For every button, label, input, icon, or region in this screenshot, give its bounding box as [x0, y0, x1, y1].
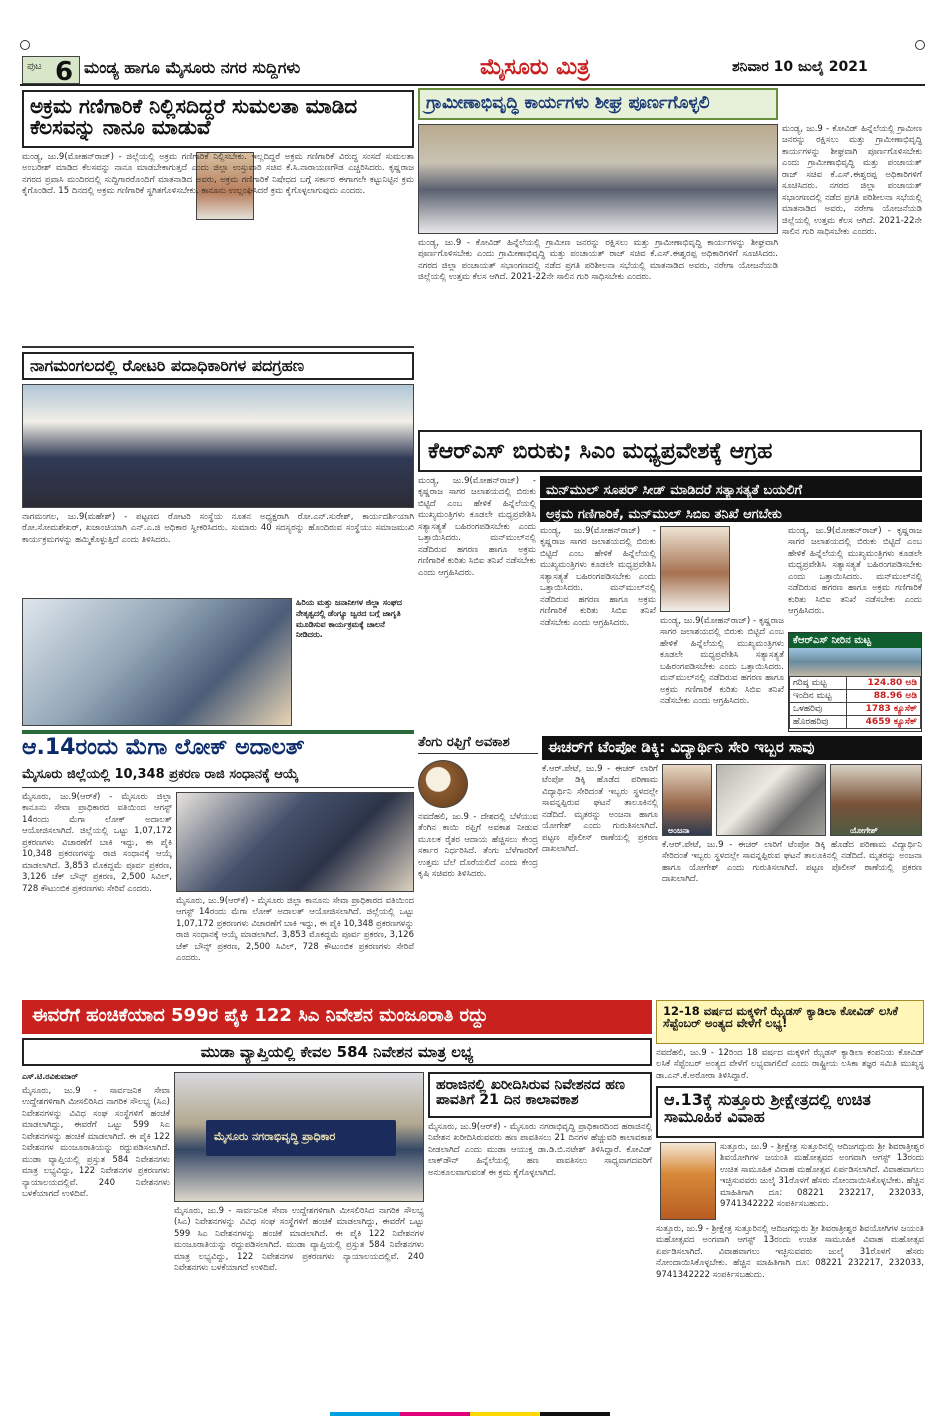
story-body: ಮೈಸೂರು, ಜು.9(ಆರ್‌ಕೆ) - ಮೈಸೂರು ಜಿಲ್ಲಾ ಕಾನೂನು ಸೇವಾ ಪ್ರಾಧಿಕಾರದ ವತಿಯಿಂದ ಆಗಸ್ಟ್ 14ರಂದು ಮೆಗಾ ಲೋಕ್ ಅದಾಲತ್ ಆಯೋಜಿಸಲಾಗಿದೆ. ಜಿಲ್ಲೆಯಲ್ಲಿ ಒಟ್ಟು 1,07,172 ಪ್ರಕರಣಗಳು ವಿಚಾರಣೆಗೆ ಬಾಕಿ ಇದ್ದು, ಈ ಪೈಕಿ 10,348 ಪ್ರಕರಣಗಳನ್ನು ರಾಜಿ ಸಂಧಾನಕ್ಕೆ ಆಯ್ಕೆ ಮಾಡಲಾಗಿದೆ. 3,853 ಮೊಕದ್ದಮೆ ಪೂರ್ವ ಪ್ರಕರಣ, 3,126 ಚೆಕ್ ಬೌನ್ಸ್ ಪ್ರಕರಣ, 2,500 ಸಿವಿಲ್, 728 ಕೌಟುಂಬಿಕ ಪ್ರಕರಣಗಳು ಸೇರಿವೆ ಎಂದರು.: [22, 792, 172, 894]
bullet-text: ಮನ್‌ಮುಲ್ ಸೂಪರ್ ಸೀಡ್ ಮಾಡಿದರೆ ಸತ್ಯಾಸತ್ಯತೆ ಬಯಲಿಗೆ: [546, 483, 802, 498]
story-body: ನಾಗಮಂಗಲ, ಜು.9(ಮಹೇಶ್) - ಪಟ್ಟಣದ ರೋಟರಿ ಸಂಸ್ಥೆಯ ನೂತನ ಅಧ್ಯಕ್ಷರಾಗಿ ರೋ.ಎನ್.ಸುರೇಶ್, ಕಾರ್ಯದರ್ಶಿಯಾಗಿ ರೋ.ಸೋಮಶೇಖರ್, ಖಜಾಂಚಿಯಾಗಿ ಎನ್.ಎ.ಜಿ ಅಧಿಕಾರ ಸ್ವೀಕರಿಸಿದರು. ಸುಮಾರು 40 ಸದಸ್ಯರನ್ನು ಹೊಂದಿರುವ ಸಂಸ್ಥೆಯು ಸಮಾಜಮುಖಿ ಕಾರ್ಯಕ್ರಮಗಳನ್ನು ಹಮ್ಮಿಕೊಳ್ಳುತ್ತಿದೆ ಎಂದು ತಿಳಿಸಿದರು.: [22, 512, 414, 545]
registration-mark: [20, 40, 30, 50]
story-body-continued: ಸುತ್ತೂರು, ಜು.9 - ಶ್ರೀಕ್ಷೇತ್ರ ಸುತ್ತೂರಿನಲ್ಲಿ ಆದಿಜಗದ್ಗುರು ಶ್ರೀ ಶಿವರಾತ್ರೀಶ್ವರ ಶಿವಯೋಗಿಗಳ ಜಯಂತಿ ಮಹೋತ್ಸವದ ಅಂಗವಾಗಿ ಆಗಸ್ಟ್ 13ರಂದು ಉಚಿತ ಸಾಮೂಹಿಕ ವಿವಾಹ ಮಹೋತ್ಸವ ಏರ್ಪಡಿಸಲಾಗಿದೆ. ವಿವಾಹವಾಗಲು ಇಚ್ಛಿಸುವವರು ಜುಲೈ 31ರೊಳಗೆ ಹೆಸರು ನೋಂದಾಯಿಸಿಕೊಳ್ಳಬೇಕು. ಹೆಚ್ಚಿನ ಮಾಹಿತಿಗಾಗಿ ದೂ: 08221 232217, 232033, 9741342222 ಸಂಪರ್ಕಿಸಬಹುದು.: [656, 1224, 924, 1280]
photo-caption: ಅಂಜನಾ: [668, 826, 690, 835]
story-body-continued: ಮೈಸೂರು, ಜು.9 - ಸಾರ್ವಜನಿಕ ಸೇವಾ ಉದ್ದೇಶಗಳಿಗಾಗಿ ಮೀಸಲಿರಿಸಿದ ನಾಗರಿಕ ಸೌಲಭ್ಯ (ಸಿಎ) ನಿವೇಶನಗಳನ್ನು ವಿವಿಧ ಸಂಘ ಸಂಸ್ಥೆಗಳಿಗೆ ಹಂಚಿಕೆ ಮಾಡಲಾಗಿದ್ದು, ಈವರೆಗೆ ಒಟ್ಟು 599 ಸಿಎ ನಿವೇಶನಗಳನ್ನು ಹಂಚಿಕೆ ಮಾಡಲಾಗಿದೆ. ಈ ಪೈಕಿ 122 ನಿವೇಶನಗಳ ಮಂಜೂರಾತಿಯನ್ನು ರದ್ದುಪಡಿಸಲಾಗಿದೆ. ಮುಡಾ ವ್ಯಾಪ್ತಿಯಲ್ಲಿ ಪ್ರಸ್ತುತ 584 ನಿವೇಶನಗಳು ಮಾತ್ರ ಲಭ್ಯವಿದ್ದು, 122 ನಿವೇಶನಗಳ ಪ್ರಕರಣಗಳು ನ್ಯಾಯಾಲಯದಲ್ಲಿವೆ. 240 ನಿವೇಶನಗಳು ಬಳಕೆಯಾಗದೆ ಉಳಿದಿವೆ.: [174, 1206, 424, 1274]
story-body: ಸುತ್ತೂರು, ಜು.9 - ಶ್ರೀಕ್ಷೇತ್ರ ಸುತ್ತೂರಿನಲ್ಲಿ ಆದಿಜಗದ್ಗುರು ಶ್ರೀ ಶಿವರಾತ್ರೀಶ್ವರ ಶಿವಯೋಗಿಗಳ ಜಯಂತಿ ಮಹೋತ್ಸವದ ಅಂಗವಾಗಿ ಆಗಸ್ಟ್ 13ರಂದು ಉಚಿತ ಸಾಮೂಹಿಕ ವಿವಾಹ ಮಹೋತ್ಸವ ಏರ್ಪಡಿಸಲಾಗಿದೆ. ವಿವಾಹವಾಗಲು ಇಚ್ಛಿಸುವವರು ಜುಲೈ 31ರೊಳಗೆ ಹೆಸರು ನೋಂದಾಯಿಸಿಕೊಳ್ಳಬೇಕು. ಹೆಚ್ಚಿನ ಮಾಹಿತಿಗಾಗಿ ದೂ: 08221 232217, 232033, 9741342222 ಸಂಪರ್ಕಿಸಬಹುದು.: [720, 1142, 924, 1210]
table-row: [790, 677, 921, 690]
dateline: ಶನಿವಾರ 10 ಜುಲೈ 2021: [732, 59, 868, 75]
story-body-continued: ಮಂಡ್ಯ, ಜು.9 - ಕೋವಿಡ್ ಹಿನ್ನೆಲೆಯಲ್ಲಿ ಗ್ರಾಮೀಣ ಜನರನ್ನು ರಕ್ಷಿಸಲು ಮತ್ತು ಗ್ರಾಮೀಣಾಭಿವೃದ್ಧಿ ಕಾರ್ಯಗಳನ್ನು ಶೀಘ್ರವಾಗಿ ಪೂರ್ಣಗೊಳಿಸಬೇಕು ಎಂದು ಗ್ರಾಮೀಣಾಭಿವೃದ್ಧಿ ಮತ್ತು ಪಂಚಾಯತ್ ರಾಜ್ ಸಚಿವ ಕೆ.ಎಸ್.ಈಶ್ವರಪ್ಪ ಅಧಿಕಾರಿಗಳಿಗೆ ಸೂಚಿಸಿದರು. ನಗರದ ಜಿಲ್ಲಾ ಪಂಚಾಯತ್ ಸಭಾಂಗಣದಲ್ಲಿ ನಡೆದ ಪ್ರಗತಿ ಪರಿಶೀಲನಾ ಸಭೆಯಲ್ಲಿ ಮಾತನಾಡಿದ ಅವರು, ನರೇಗಾ ಯೋಜನೆಯಡಿ ಜಿಲ್ಲೆಯಲ್ಲಿ ಉತ್ತಮ ಕೆಲಸ ಆಗಿದೆ. 2021-22ನೇ ಸಾಲಿನ ಗುರಿ ಸಾಧಿಸಬೇಕು ಎಂದರು.: [782, 124, 922, 238]
level-box-title: ಕೆಆರ್‌ಎಸ್ ನೀರಿನ ಮಟ್ಟ: [789, 633, 921, 648]
story-body-continued: ಮೈಸೂರು, ಜು.9(ಆರ್‌ಕೆ) - ಮೈಸೂರು ಜಿಲ್ಲಾ ಕಾನೂನು ಸೇವಾ ಪ್ರಾಧಿಕಾರದ ವತಿಯಿಂದ ಆಗಸ್ಟ್ 14ರಂದು ಮೆಗಾ ಲೋಕ್ ಅದಾಲತ್ ಆಯೋಜಿಸಲಾಗಿದೆ. ಜಿಲ್ಲೆಯಲ್ಲಿ ಒಟ್ಟು 1,07,172 ಪ್ರಕರಣಗಳು ವಿಚಾರಣೆಗೆ ಬಾಕಿ ಇದ್ದು, ಈ ಪೈಕಿ 10,348 ಪ್ರಕರಣಗಳನ್ನು ರಾಜಿ ಸಂಧಾನಕ್ಕೆ ಆಯ್ಕೆ ಮಾಡಲಾಗಿದೆ. 3,853 ಮೊಕದ್ದಮೆ ಪೂರ್ವ ಪ್ರಕರಣ, 3,126 ಚೆಕ್ ಬೌನ್ಸ್ ಪ್ರಕರಣ, 2,500 ಸಿವಿಲ್, 728 ಕೌಟುಂಬಿಕ ಪ್ರಕರಣಗಳು ಸೇರಿವೆ ಎಂದರು.: [176, 896, 414, 964]
story-subhead: ಮೈಸೂರು ಜಿಲ್ಲೆಯಲ್ಲಿ 10,348 ಪ್ರಕರಣ ರಾಜಿ ಸಂಧಾನಕ್ಕೆ ಆಯ್ಕೆ: [22, 768, 414, 788]
accident-photo: [716, 764, 826, 836]
row-value: 88.96 ಅಡಿ: [847, 690, 921, 703]
row-label: ಇಂದಿನ ಮಟ್ಟ: [790, 690, 847, 703]
press-meet-photo: [176, 792, 414, 892]
coconut-photo: [418, 760, 468, 808]
story-body: ಮೈಸೂರು, ಜು.9 - ಸಾರ್ವಜನಿಕ ಸೇವಾ ಉದ್ದೇಶಗಳಿಗಾಗಿ ಮೀಸಲಿರಿಸಿದ ನಾಗರಿಕ ಸೌಲಭ್ಯ (ಸಿಎ) ನಿವೇಶನಗಳನ್ನು ವಿವಿಧ ಸಂಘ ಸಂಸ್ಥೆಗಳಿಗೆ ಹಂಚಿಕೆ ಮಾಡಲಾಗಿದ್ದು, ಈವರೆಗೆ ಒಟ್ಟು 599 ಸಿಎ ನಿವೇಶನಗಳನ್ನು ಹಂಚಿಕೆ ಮಾಡಲಾಗಿದೆ. ಈ ಪೈಕಿ 122 ನಿವೇಶನಗಳ ಮಂಜೂರಾತಿಯನ್ನು ರದ್ದುಪಡಿಸಲಾಗಿದೆ. ಮುಡಾ ವ್ಯಾಪ್ತಿಯಲ್ಲಿ ಪ್ರಸ್ತುತ 584 ನಿವೇಶನಗಳು ಮಾತ್ರ ಲಭ್ಯವಿದ್ದು, 122 ನಿವೇಶನಗಳ ಪ್ರಕರಣಗಳು ನ್ಯಾಯಾಲಯದಲ್ಲಿವೆ. 240 ನಿವೇಶನಗಳು ಬಳಕೆಯಾಗದೆ ಉಳಿದಿವೆ.: [22, 1086, 170, 1200]
story-body-continued: ಕೆ.ಆರ್.ಪೇಟೆ, ಜು.9 - ಈಚರ್ ಲಾರಿಗೆ ಟೆಂಪೋ ಡಿಕ್ಕಿ ಹೊಡೆದ ಪರಿಣಾಮ ವಿದ್ಯಾರ್ಥಿನಿ ಸೇರಿದಂತೆ ಇಬ್ಬರು ಸ್ಥಳದಲ್ಲೇ ಸಾವನ್ನಪ್ಪಿರುವ ಘಟನೆ ತಾಲೂಕಿನಲ್ಲಿ ನಡೆದಿದೆ. ಮೃತರನ್ನು ಅಂಜನಾ ಹಾಗೂ ಯೋಗೇಶ್ ಎಂದು ಗುರುತಿಸಲಾಗಿದೆ. ಪಟ್ಟಣ ಪೊಲೀಸ್ ಠಾಣೆಯಲ್ಲಿ ಪ್ರಕರಣ ದಾಖಲಾಗಿದೆ.: [662, 840, 922, 885]
table-row: [790, 690, 921, 703]
story-headline: ಆ.14ರಂದು ಮೆಗಾ ಲೋಕ್ ಅದಾಲತ್: [22, 735, 305, 760]
row-label: ಗರಿಷ್ಠ ಮಟ್ಟ: [790, 677, 847, 690]
story-body: ಮಂಡ್ಯ, ಜು.9 - ಕೋವಿಡ್ ಹಿನ್ನೆಲೆಯಲ್ಲಿ ಗ್ರಾಮೀಣ ಜನರನ್ನು ರಕ್ಷಿಸಲು ಮತ್ತು ಗ್ರಾಮೀಣಾಭಿವೃದ್ಧಿ ಕಾರ್ಯಗಳನ್ನು ಶೀಘ್ರವಾಗಿ ಪೂರ್ಣಗೊಳಿಸಬೇಕು ಎಂದು ಗ್ರಾಮೀಣಾಭಿವೃದ್ಧಿ ಮತ್ತು ಪಂಚಾಯತ್ ರಾಜ್ ಸಚಿವ ಕೆ.ಎಸ್.ಈಶ್ವರಪ್ಪ ಅಧಿಕಾರಿಗಳಿಗೆ ಸೂಚಿಸಿದರು. ನಗರದ ಜಿಲ್ಲಾ ಪಂಚಾಯತ್ ಸಭಾಂಗಣದಲ್ಲಿ ನಡೆದ ಪ್ರಗತಿ ಪರಿಶೀಲನಾ ಸಭೆಯಲ್ಲಿ ಮಾತನಾಡಿದ ಅವರು, ನರೇಗಾ ಯೋಜನೆಯಡಿ ಜಿಲ್ಲೆಯಲ್ಲಿ ಉತ್ತಮ ಕೆಲಸ ಆಗಿದೆ. 2021-22ನೇ ಸಾಲಿನ ಗುರಿ ಸಾಧಿಸಬೇಕು ಎಂದರು.: [418, 238, 778, 283]
story-body: ಮಂಡ್ಯ, ಜು.9(ಮೋಹನ್‌ರಾಜ್) - ಕೃಷ್ಣರಾಜ ಸಾಗರ ಜಲಾಶಯದಲ್ಲಿ ಬಿರುಕು ಬಿಟ್ಟಿದೆ ಎಂಬ ಹೇಳಿಕೆ ಹಿನ್ನೆಲೆಯಲ್ಲಿ ಮುಖ್ಯಮಂತ್ರಿಗಳು ಕೂಡಲೇ ಮಧ್ಯಪ್ರವೇಶಿಸಿ ಸತ್ಯಾಸತ್ಯತೆ ಬಹಿರಂಗಪಡಿಸಬೇಕು ಎಂದು ಒತ್ತಾಯಿಸಿದರು. ಮನ್‌ಮುಲ್‌ನಲ್ಲಿ ನಡೆದಿರುವ ಹಗರಣ ಹಾಗೂ ಅಕ್ರಮ ಗಣಿಗಾರಿಕೆ ಕುರಿತು ಸಿಬಿಐ ತನಿಖೆ ನಡೆಸಬೇಕು ಎಂದು ಆಗ್ರಹಿಸಿದರು.: [418, 476, 536, 578]
row-label: ಒಳಹರಿವು: [790, 703, 847, 716]
bullet-point: [540, 476, 922, 498]
story-body: ನವದೆಹಲಿ, ಜು.9 - 12ರಿಂದ 18 ವರ್ಷದ ಮಕ್ಕಳಿಗೆ ಝೈಡಸ್ ಕ್ಯಾಡಿಲಾ ಕಂಪನಿಯ ಕೋವಿಡ್ ಲಸಿಕೆ ಸೆಪ್ಟೆಂಬರ್ ಅಂತ್ಯದ ವೇಳೆಗೆ ಲಭ್ಯವಾಗಲಿದೆ ಎಂದು ರಾಷ್ಟ್ರೀಯ ಲಸಿಕಾ ತಜ್ಞರ ಸಮಿತಿ ಮುಖ್ಯಸ್ಥ ಡಾ.ಎನ್.ಕೆ.ಅರೋರಾ ತಿಳಿಸಿದ್ದಾರೆ.: [656, 1048, 924, 1081]
story-body-continued: ಮಂಡ್ಯ, ಜು.9(ಮೋಹನ್‌ರಾಜ್) - ಕೃಷ್ಣರಾಜ ಸಾಗರ ಜಲಾಶಯದಲ್ಲಿ ಬಿರುಕು ಬಿಟ್ಟಿದೆ ಎಂಬ ಹೇಳಿಕೆ ಹಿನ್ನೆಲೆಯಲ್ಲಿ ಮುಖ್ಯಮಂತ್ರಿಗಳು ಕೂಡಲೇ ಮಧ್ಯಪ್ರವೇಶಿಸಿ ಸತ್ಯಾಸತ್ಯತೆ ಬಹಿರಂಗಪಡಿಸಬೇಕು ಎಂದು ಒತ್ತಾಯಿಸಿದರು. ಮನ್‌ಮುಲ್‌ನಲ್ಲಿ ನಡೆದಿರುವ ಹಗರಣ ಹಾಗೂ ಅಕ್ರಮ ಗಣಿಗಾರಿಕೆ ಕುರಿತು ಸಿಬಿಐ ತನಿಖೆ ನಡೆಸಬೇಕು ಎಂದು ಆಗ್ರಹಿಸಿದರು.: [540, 526, 656, 628]
story-headline: ಕೆಆರ್‌ಎಸ್ ಬಿರುಕು; ಸಿಎಂ ಮಧ್ಯಪ್ರವೇಶಕ್ಕೆ ಆಗ್ರಹ: [418, 430, 922, 472]
newspaper-masthead: ಮೈಸೂರು ಮಿತ್ರ: [480, 54, 590, 80]
bullet-point: [540, 500, 922, 522]
story-body: ಕೆ.ಆರ್.ಪೇಟೆ, ಜು.9 - ಈಚರ್ ಲಾರಿಗೆ ಟೆಂಪೋ ಡಿಕ್ಕಿ ಹೊಡೆದ ಪರಿಣಾಮ ವಿದ್ಯಾರ್ಥಿನಿ ಸೇರಿದಂತೆ ಇಬ್ಬರು ಸ್ಥಳದಲ್ಲೇ ಸಾವನ್ನಪ್ಪಿರುವ ಘಟನೆ ತಾಲೂಕಿನಲ್ಲಿ ನಡೆದಿದೆ. ಮೃತರನ್ನು ಅಂಜನಾ ಹಾಗೂ ಯೋಗೇಶ್ ಎಂದು ಗುರುತಿಸಲಾಗಿದೆ. ಪಟ್ಟಣ ಪೊಲೀಸ್ ಠಾಣೆಯಲ್ಲಿ ಪ್ರಕರಣ ದಾಖಲಾಗಿದೆ.: [542, 764, 658, 855]
group-photo: [22, 384, 414, 508]
registration-mark: [915, 40, 925, 50]
meeting-photo: [418, 124, 778, 234]
table-row: [790, 716, 921, 729]
photo-caption: ಯೋಗೇಶ್: [850, 826, 878, 835]
story-headline: ಆ.13ಕ್ಕೆ ಸುತ್ತೂರು ಶ್ರೀಕ್ಷೇತ್ರದಲ್ಲಿ ಉಚಿತ ಸಾಮೂಹಿಕ ವಿವಾಹ: [656, 1086, 924, 1138]
story-body: ಮೈಸೂರು, ಜು.9(ಆರ್‌ಕೆ) - ಮೈಸೂರು ನಗರಾಭಿವೃದ್ಧಿ ಪ್ರಾಧಿಕಾರದಿಂದ ಹರಾಜಿನಲ್ಲಿ ನಿವೇಶನ ಖರೀದಿಸಿರುವವರು ಹಣ ಪಾವತಿಸಲು 21 ದಿನಗಳ ಹೆಚ್ಚುವರಿ ಕಾಲಾವಕಾಶ ನೀಡಲಾಗಿದೆ ಎಂದು ಮುಡಾ ಆಯುಕ್ತ ಡಾ.ಡಿ.ಬಿ.ನಟೇಶ್ ತಿಳಿಸಿದ್ದಾರೆ. ಕೋವಿಡ್ ಲಾಕ್‌ಡೌನ್ ಹಿನ್ನೆಲೆಯಲ್ಲಿ ಹಣ ಪಾವತಿಸಲು ಸಾಧ್ಯವಾಗದವರಿಗೆ ಅನುಕೂಲವಾಗುವಂತೆ ಈ ಕ್ರಮ ಕೈಗೊಳ್ಳಲಾಗಿದೆ.: [428, 1122, 652, 1178]
row-value: 4659 ಕ್ಯೂಸೆಕ್: [847, 716, 921, 729]
page-number-tag: [22, 56, 80, 87]
story-headline: 12-18 ವರ್ಷದ ಮಕ್ಕಳಿಗೆ ಝೈಡಸ್ ಕ್ಯಾಡಿಲಾ ಕೋವಿಡ್ ಲಸಿಕೆ ಸೆಪ್ಟೆಂಬರ್ ಅಂತ್ಯದ ವೇಳೆಗೆ ಲಭ್ಯ!: [656, 1000, 924, 1044]
page-label: ಪುಟ: [27, 61, 42, 72]
byline: ಎಸ್.ಟಿ.ರವಿಕುಮಾರ್: [22, 1072, 79, 1081]
row-value: 124.80 ಅಡಿ: [847, 677, 921, 690]
water-level-table: [789, 676, 921, 729]
page-number: 6: [55, 57, 74, 87]
portrait-photo: [660, 526, 730, 612]
row-label: ಹೊರಹರಿವು: [790, 716, 847, 729]
story-headline: ಗ್ರಾಮೀಣಾಭಿವೃದ್ಧಿ ಕಾರ್ಯಗಳು ಶೀಘ್ರ ಪೂರ್ಣಗೊಳ್ಳಲಿ: [418, 88, 778, 120]
story-headline: ತೆಂಗು ರಫ್ತಿಗೆ ಅವಕಾಶ: [418, 736, 538, 754]
story-headline: ಹರಾಜಿನಲ್ಲಿ ಖರೀದಿಸಿರುವ ನಿವೇಶನದ ಹಣ ಪಾವತಿಗೆ 21 ದಿನ ಕಾಲಾವಕಾಶ: [428, 1072, 652, 1118]
story-body-continued: ಮಂಡ್ಯ, ಜು.9(ಮೋಹನ್‌ರಾಜ್) - ಕೃಷ್ಣರಾಜ ಸಾಗರ ಜಲಾಶಯದಲ್ಲಿ ಬಿರುಕು ಬಿಟ್ಟಿದೆ ಎಂಬ ಹೇಳಿಕೆ ಹಿನ್ನೆಲೆಯಲ್ಲಿ ಮುಖ್ಯಮಂತ್ರಿಗಳು ಕೂಡಲೇ ಮಧ್ಯಪ್ರವೇಶಿಸಿ ಸತ್ಯಾಸತ್ಯತೆ ಬಹಿರಂಗಪಡಿಸಬೇಕು ಎಂದು ಒತ್ತಾಯಿಸಿದರು. ಮನ್‌ಮುಲ್‌ನಲ್ಲಿ ನಡೆದಿರುವ ಹಗರಣ ಹಾಗೂ ಅಕ್ರಮ ಗಣಿಗಾರಿಕೆ ಕುರಿತು ಸಿಬಿಐ ತನಿಖೆ ನಡೆಸಬೇಕು ಎಂದು ಆಗ್ರಹಿಸಿದರು.: [660, 616, 784, 707]
divider: [22, 346, 414, 348]
story-headline: ಈವರೆಗೆ ಹಂಚಿಕೆಯಾದ 599ರ ಪೈಕಿ 122 ಸಿಎ ನಿವೇಶನ ಮಂಜೂರಾತಿ ರದ್ದು: [22, 1000, 652, 1034]
story-body: ಮಂಡ್ಯ, ಜು.9(ಮೋಹನ್‌ರಾಜ್) - ಜಿಲ್ಲೆಯಲ್ಲಿ ಅಕ್ರಮ ಗಣಿಗಾರಿಕೆ ನಿಲ್ಲಿಸಬೇಕು. ಇಲ್ಲದಿದ್ದರೆ ಅಕ್ರಮ ಗಣಿಗಾರಿಕೆ ವಿರುದ್ಧ ಸಂಸದೆ ಸುಮಲತಾ ಅಂಬರೀಶ್ ಮಾಡಿದ ಕೆಲಸವನ್ನು ನಾನೂ ಮಾಡಬೇಕಾಗುತ್ತದೆ ಎಂದು ಜಿಲ್ಲಾ ಉಸ್ತುವಾರಿ ಸಚಿವ ಕೆ.ಸಿ.ನಾರಾಯಣಗೌಡ ಎಚ್ಚರಿಸಿದರು. ಕೃಷ್ಣರಾಜ ನಗರದ ಪ್ರವಾಸಿ ಮಂದಿರದಲ್ಲಿ ಸುದ್ದಿಗಾರರೊಂದಿಗೆ ಮಾತನಾಡಿದ ಅವರು, ಅಕ್ರಮ ಗಣಿಗಾರಿಕೆ ನಿಷೇಧದ ಬಗ್ಗೆ ಸರ್ಕಾರ ಈಗಾಗಲೇ ಕಟ್ಟುನಿಟ್ಟಿನ ಕ್ರಮ ಕೈಗೊಂಡಿದೆ. 15 ದಿನದಲ್ಲಿ ಅಕ್ರಮ ಗಣಿಗಾರಿಕೆ ಸ್ಥಗಿತಗೊಳಿಸಬೇಕು. ಕಾನೂನು ಉಲ್ಲಂಘಿಸಿದರೆ ಕ್ರಮ ಕೈಗೊಳ್ಳಲಾಗುವುದು ಎಂದರು.: [22, 152, 414, 197]
colour-registration-bar: [330, 1412, 610, 1416]
krs-water-level-box: [788, 632, 922, 732]
divider: [22, 730, 414, 734]
section-title: ಮಂಡ್ಯ ಹಾಗೂ ಮೈಸೂರು ನಗರ ಸುದ್ದಿಗಳು: [84, 58, 301, 77]
bullet-text: ಅಕ್ರಮ ಗಣಿಗಾರಿಕೆ, ಮನ್‌ಮುಲ್ ಸಿಬಿಐ ತನಿಖೆ ಆಗಬೇಕು: [546, 507, 782, 522]
story-headline: ನಾಗಮಂಗಲದಲ್ಲಿ ರೋಟರಿ ಪದಾಧಿಕಾರಿಗಳ ಪದಗ್ರಹಣ: [22, 352, 414, 380]
photo-caption: ಹಿರಿಯ ಮತ್ತು ಜನಾನೀಗಳ ಜಿಲ್ಲಾ ಸಂಘದ ನೇತೃತ್ವದಲ್ಲಿ ಡೆಂಗ್ಯೂ ಜ್ವರದ ಬಗ್ಗೆ ಜಾಗೃತಿ ಮೂಡಿಸುವ ಕಾರ್ಯಕ್ರಮಕ್ಕೆ ಚಾಲನೆ ನೀಡಿದರು.: [296, 598, 402, 640]
story-body: ನವದೆಹಲಿ, ಜು.9 - ದೇಶದಲ್ಲಿ ಬೆಳೆಯುವ ತೆಂಗಿನ ಕಾಯಿ ರಫ್ತಿಗೆ ಅವಕಾಶ ನೀಡುವ ಮೂಲಕ ರೈತರ ಆದಾಯ ಹೆಚ್ಚಿಸಲು ಕೇಂದ್ರ ಸರ್ಕಾರ ನಿರ್ಧರಿಸಿದೆ. ತೆಂಗು ಬೆಳೆಗಾರರಿಗೆ ಉತ್ತಮ ಬೆಲೆ ದೊರೆಯಲಿದೆ ಎಂದು ಕೇಂದ್ರ ಕೃಷಿ ಸಚಿವರು ತಿಳಿಸಿದರು.: [418, 812, 538, 880]
story-headline: ಈಚರ್‌ಗೆ ಟೆಂಪೋ ಡಿಕ್ಕಿ: ವಿದ್ಯಾರ್ಥಿನಿ ಸೇರಿ ಇಬ್ಬರ ಸಾವು: [542, 736, 922, 760]
story-headline: ಅಕ್ರಮ ಗಣಿಗಾರಿಕೆ ನಿಲ್ಲಿಸದಿದ್ದರೆ ಸುಮಲತಾ ಮಾಡಿದ ಕೆಲಸವನ್ನು ನಾನೂ ಮಾಡುವೆ: [22, 90, 414, 148]
story-body-continued: ಮಂಡ್ಯ, ಜು.9(ಮೋಹನ್‌ರಾಜ್) - ಕೃಷ್ಣರಾಜ ಸಾಗರ ಜಲಾಶಯದಲ್ಲಿ ಬಿರುಕು ಬಿಟ್ಟಿದೆ ಎಂಬ ಹೇಳಿಕೆ ಹಿನ್ನೆಲೆಯಲ್ಲಿ ಮುಖ್ಯಮಂತ್ರಿಗಳು ಕೂಡಲೇ ಮಧ್ಯಪ್ರವೇಶಿಸಿ ಸತ್ಯಾಸತ್ಯತೆ ಬಹಿರಂಗಪಡಿಸಬೇಕು ಎಂದು ಒತ್ತಾಯಿಸಿದರು. ಮನ್‌ಮುಲ್‌ನಲ್ಲಿ ನಡೆದಿರುವ ಹಗರಣ ಹಾಗೂ ಅಕ್ರಮ ಗಣಿಗಾರಿಕೆ ಕುರಿತು ಸಿಬಿಐ ತನಿಖೆ ನಡೆಸಬೇಕು ಎಂದು ಆಗ್ರಹಿಸಿದರು.: [788, 526, 922, 617]
office-signboard: ಮೈಸೂರು ನಗರಾಭಿವೃದ್ಧಿ ಪ್ರಾಧಿಕಾರ: [206, 1120, 396, 1156]
dam-photo: [789, 648, 921, 676]
row-value: 1783 ಕ್ಯೂಸೆಕ್: [847, 703, 921, 716]
swamiji-photo: [660, 1142, 716, 1220]
hospital-photo: [22, 598, 292, 726]
story-subhead: ಮುಡಾ ವ್ಯಾಪ್ತಿಯಲ್ಲಿ ಕೇವಲ 584 ನಿವೇಶನ ಮಾತ್ರ ಲಭ್ಯ: [22, 1038, 652, 1066]
table-row: [790, 703, 921, 716]
